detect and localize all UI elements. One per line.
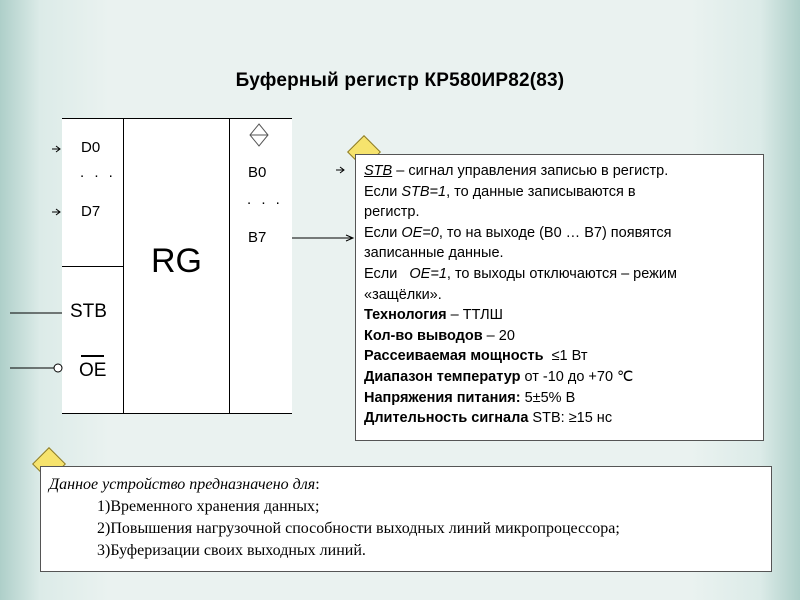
info-box [355,154,764,441]
pin-label-b0: B0 [248,164,267,181]
spec-row: Диапазон температур от -10 до +70 ℃ [364,368,634,385]
purpose-item: 1)Временного хранения данных; [97,498,320,515]
purpose-item: 2)Повышения нагрузочной способности выходных линий микропроцессора; [97,520,620,537]
input-marker-d7 [52,209,60,215]
spec-row: Технология – ТТЛШ [364,307,503,324]
pin-dots-output: . . . [247,191,283,208]
info-line: Если STB=1, то данные записываются в [364,183,636,200]
page-title: Буферный регистр КР580ИР82(83) [235,70,565,91]
info-line: «защёлки». [364,286,442,303]
info-line: записанные данные. [364,245,504,262]
pin-label-b7: B7 [248,229,267,246]
pin-label-stb: STB [70,301,107,322]
pin-label-d7: D7 [81,203,101,220]
info-line: регистр. [364,204,420,221]
oe-inversion-circle [54,364,62,372]
input-marker-d0 [52,146,60,152]
purpose-box [40,466,772,572]
pin-label-oe: OE [79,360,107,381]
spec-row: Рассеиваемая мощность ≤1 Вт [364,348,588,365]
purpose-heading: Данное устройство предназначено для: [49,476,320,493]
purpose-item: 3)Буферизации своих выходных линий. [97,542,366,559]
spec-row: Напряжения питания: 5±5% В [364,389,576,406]
info-line: Если OE=0, то на выходе (B0 … B7) появятся [364,224,672,241]
info-line: STB – сигнал управления записью в регистр. [364,163,669,179]
spec-row: Кол-во выводов – 20 [364,327,515,344]
pin-label-d0: D0 [81,139,101,156]
info-marker [336,167,344,173]
spec-row: Длительность сигнала STB: ≥15 нс [364,410,613,427]
pin-dots-input: . . . [80,164,116,181]
register-label: RG [151,242,202,280]
info-line: Если OE=1, то выходы отключаются – режим [364,265,677,282]
